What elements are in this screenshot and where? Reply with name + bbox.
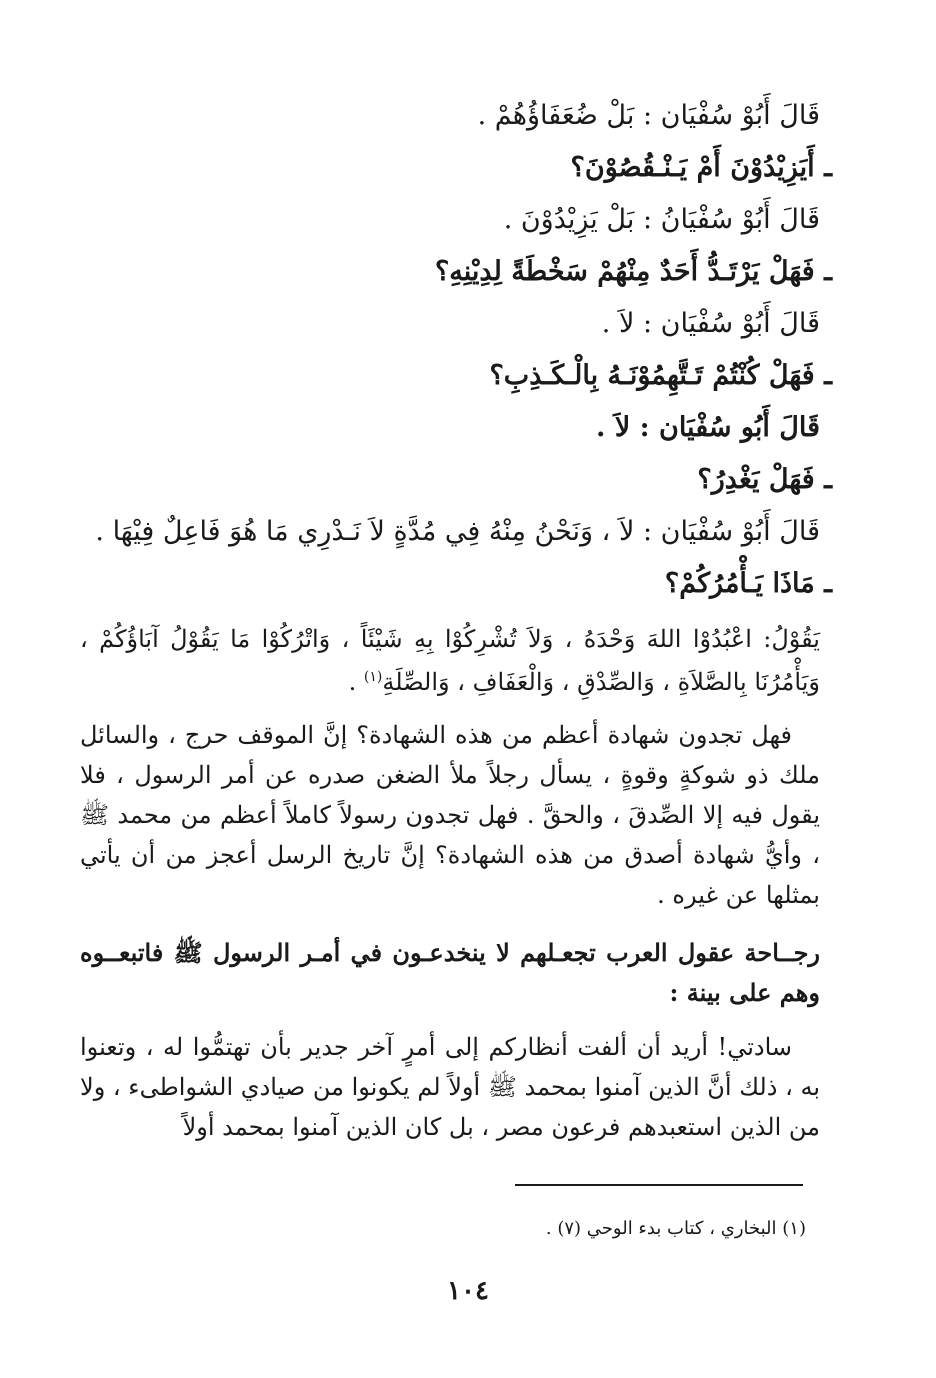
footnote: (١) البخاري ، كتاب بدء الوحي (٧) . [545, 1218, 806, 1239]
footnote-divider [515, 1184, 803, 1186]
page-number: ١٠٤ [447, 1276, 489, 1306]
dialogue-block [80, 90, 832, 610]
body-paragraph: فهل تجدون شهادة أعظم من هذه الشهادة؟ إنَّ الموقف حرج ، والسائل ملك ذو شوكةٍ وقوةٍ ، يسأل رجلاً ملأ الضغن صدره عن أمر الرسول ، فلا يقول فيه إلا الصِّدقَ ، والحقَّ . فهل تجدون رسولاً كاملاً أعظم من محمد ﷺ ، وأيُّ شهادة أصدق من هذه الشهادة؟ إنَّ تاريخ الرسل أعجز من أن يأتي بمثلها عن غيره . [80, 721, 821, 909]
quote-end: . [348, 668, 364, 696]
dialogue-line: قَالَ أَبُوْ سُفْيَان : لاَ ، وَنَحْنُ مِنْهُ فِي مُدَّةٍ لاَ نَـدْرِي مَا هُوَ فَاعِلٌ فِيْهَا . [95, 516, 820, 547]
footnote-ref: (١) [363, 669, 383, 685]
dialogue-line: ـ فَهَلْ يَغْدِرُ؟ [697, 464, 832, 495]
page-body [80, 90, 832, 1147]
dialogue-line: ـ فَهَلْ يَرْتَـدُّ أَحَدٌ مِنْهُمْ سَخْطَةً لِدِيْنِهِ؟ [434, 256, 832, 287]
dialogue-line: ـ فَهَلْ كُنْتُمْ تَـتَّهِمُوْنَـهُ بِالْـكَـذِبِ؟ [489, 360, 832, 391]
dialogue-line: قَالَ أَبُوْ سُفْيَانُ : بَلْ يَزِيْدُوْنَ . [503, 204, 820, 235]
dialogue-line: قَالَ أَبُوْ سُفْيَان : بَلْ ضُعَفَاؤُهُمْ . [477, 100, 820, 131]
dialogue-line: ـ أَيَزِيْدُوْنَ أَمْ يَـنْـقُصُوْنَ؟ [570, 152, 832, 183]
dialogue-line: قَالَ أَبُو سُفْيَان : لاَ . [596, 412, 820, 443]
section-heading: رجــاحة عقول العرب تجعـلهم لا ينخدعـون في أمـر الرسول ﷺ فاتبعــوه وهم على بينة : [80, 938, 820, 1007]
quote-text: يَقُوْلُ: اعْبُدُوْا اللهَ وَحْدَهُ ، وَلاَ تُشْرِكُوْا بِهِ شَيْئَاً ، وَاتْرُكُوْا مَا يَقُوْلُ آبَاؤُكُمْ ، وَيَأْمُرُنَا بِالصَّلاَةِ ، وَالصِّدْقِ ، وَالْعَفَافِ ، وَالصِّلَةِ [80, 625, 820, 696]
body-paragraph: سادتي! أريد أن ألفت أنظاركم إلى أمرٍ آخر جدير بأن تهتمُّوا له ، وتعنوا به ، ذلك أنَّ الذين آمنوا بمحمد ﷺ أولاً لم يكونوا من صيادي الشواطىء ، ولا من الذين استعبدهم فرعون مصر ، بل كان الذين آمنوا بمحمد أولاً [80, 1033, 821, 1141]
dialogue-line: قَالَ أَبُوْ سُفْيَان : لاَ . [601, 308, 820, 339]
dialogue-line: ـ مَاذَا يَـأْمُرُكُمْ؟ [664, 568, 832, 599]
hadith-quote [80, 620, 820, 701]
